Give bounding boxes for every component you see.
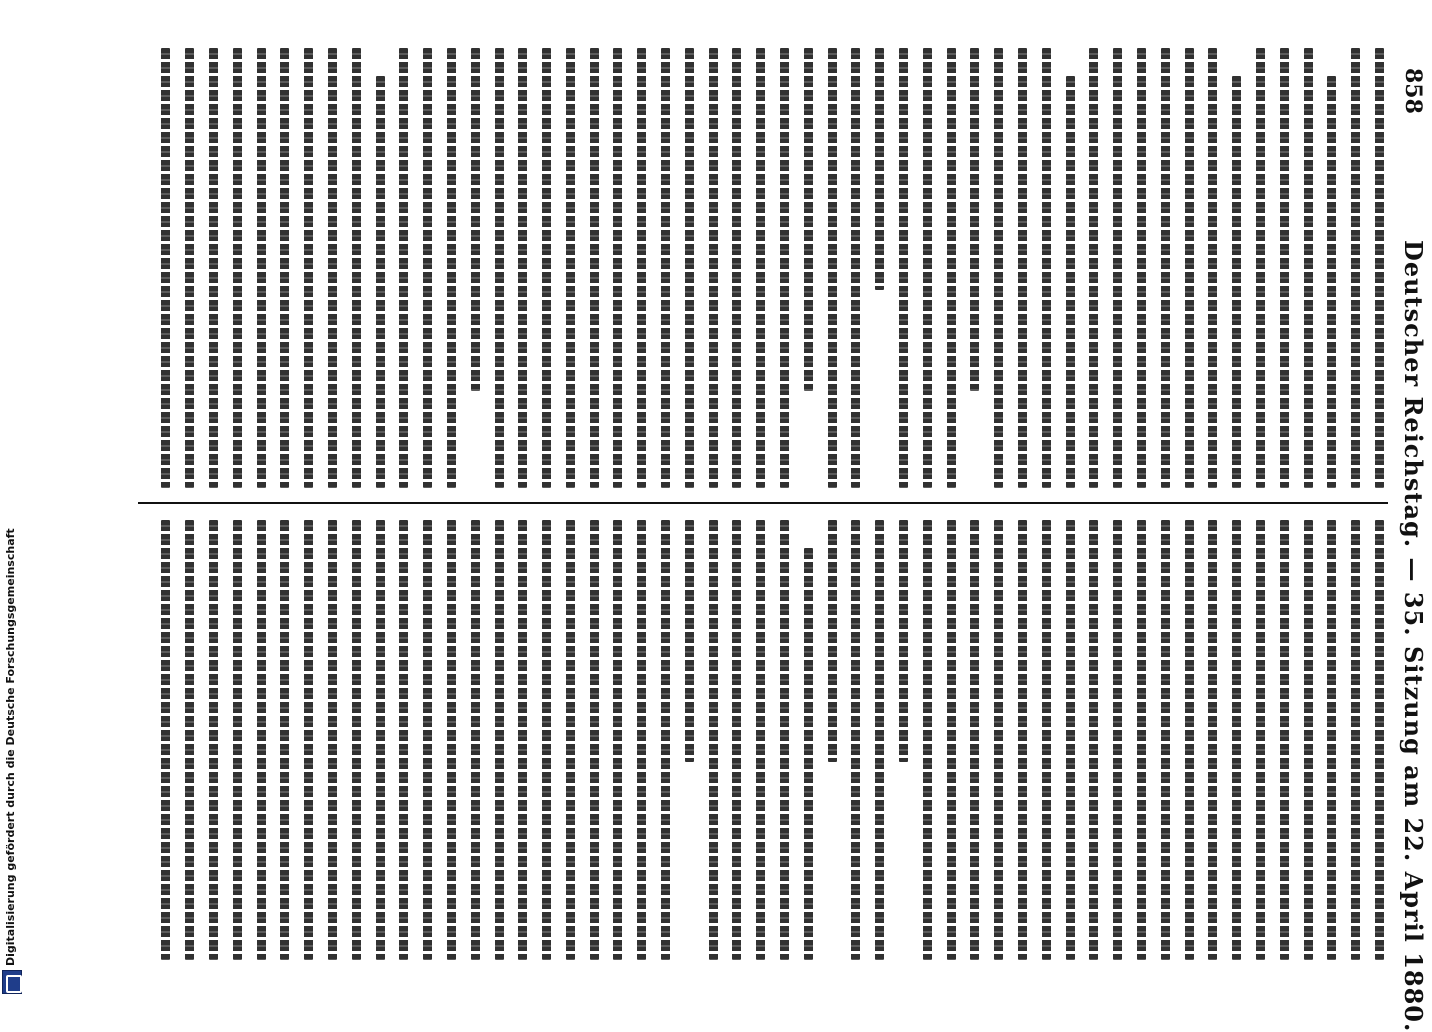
text-line	[1256, 48, 1265, 488]
text-line	[1327, 520, 1336, 960]
text-line	[1256, 520, 1265, 960]
text-line	[1161, 48, 1170, 488]
digitization-note: Digitalisierung gefördert durch die Deutsche Forschungsgemeinschaft	[4, 528, 17, 966]
text-line	[185, 520, 194, 960]
text-line	[566, 48, 575, 488]
text-line	[1375, 48, 1384, 488]
text-line	[185, 48, 194, 488]
text-line	[1161, 520, 1170, 960]
text-line	[614, 48, 623, 488]
text-line	[542, 48, 551, 488]
running-head: Deutscher Reichstag. — 35. Sitzung am 22. April 1880.	[1399, 240, 1428, 1032]
text-line	[1042, 520, 1051, 960]
text-line	[590, 48, 599, 488]
text-line	[709, 48, 718, 488]
text-line	[495, 48, 504, 488]
text-line	[233, 48, 242, 488]
text-line	[1066, 520, 1075, 960]
text-line	[1351, 48, 1360, 488]
text-line	[1208, 48, 1217, 488]
text-line	[1113, 48, 1122, 488]
text-line	[209, 48, 218, 488]
text-column-right	[144, 520, 1384, 960]
document-page	[112, 0, 1432, 1032]
text-line	[1089, 520, 1098, 960]
text-line	[614, 520, 623, 960]
text-line	[732, 48, 741, 488]
text-line	[756, 520, 765, 960]
text-line	[1232, 520, 1241, 960]
column-divider	[138, 502, 1388, 504]
text-line	[1066, 76, 1075, 488]
dfg-logo-icon	[2, 970, 22, 994]
text-line	[756, 48, 765, 488]
text-line	[1304, 520, 1313, 960]
text-line	[1185, 520, 1194, 960]
text-line	[257, 520, 266, 960]
text-line	[1304, 48, 1313, 488]
text-line	[1018, 520, 1027, 960]
text-line	[447, 520, 456, 960]
text-line	[804, 548, 813, 960]
text-line	[970, 520, 979, 960]
text-line	[1232, 76, 1241, 488]
text-line	[518, 520, 527, 960]
text-line	[685, 48, 694, 488]
text-line	[1185, 48, 1194, 488]
text-line	[304, 48, 313, 488]
text-line	[399, 520, 408, 960]
text-line	[1137, 520, 1146, 960]
text-line	[376, 520, 385, 960]
text-line	[161, 520, 170, 960]
text-line	[328, 48, 337, 488]
text-line	[804, 48, 813, 391]
text-line	[352, 48, 361, 488]
text-line	[471, 520, 480, 960]
text-line	[851, 48, 860, 488]
text-line	[209, 520, 218, 960]
text-line	[994, 520, 1003, 960]
text-line	[1208, 520, 1217, 960]
text-line	[280, 520, 289, 960]
text-line	[447, 48, 456, 488]
text-line	[542, 520, 551, 960]
text-column-left	[144, 48, 1384, 488]
text-line	[947, 520, 956, 960]
text-line	[518, 48, 527, 488]
text-line	[1280, 520, 1289, 960]
text-line	[495, 520, 504, 960]
text-line	[304, 520, 313, 960]
text-line	[875, 48, 884, 290]
text-line	[1327, 76, 1336, 488]
page-header	[1392, 20, 1432, 1032]
text-line	[1089, 48, 1098, 488]
text-line	[257, 48, 266, 488]
text-line	[1113, 520, 1122, 960]
text-line	[637, 48, 646, 488]
text-line	[1018, 48, 1027, 488]
text-line	[1280, 48, 1289, 488]
text-line	[399, 48, 408, 488]
text-line	[994, 48, 1003, 488]
text-line	[1042, 48, 1051, 488]
text-line	[828, 48, 837, 488]
text-line	[661, 520, 670, 960]
text-line	[471, 48, 480, 391]
text-line	[661, 48, 670, 488]
text-line	[899, 48, 908, 488]
text-line	[923, 48, 932, 488]
text-line	[376, 76, 385, 488]
text-line	[923, 520, 932, 960]
text-line	[709, 520, 718, 960]
text-line	[780, 520, 789, 960]
text-line	[899, 520, 908, 762]
text-line	[637, 520, 646, 960]
text-line	[280, 48, 289, 488]
text-line	[566, 520, 575, 960]
text-line	[780, 48, 789, 488]
text-line	[161, 48, 170, 488]
page-number: 858	[1400, 68, 1426, 114]
digitization-sidebar	[0, 0, 22, 1000]
text-line	[685, 520, 694, 762]
text-line	[970, 48, 979, 391]
text-line	[423, 48, 432, 488]
text-line	[1375, 520, 1384, 960]
text-line	[1351, 520, 1360, 960]
text-line	[590, 520, 599, 960]
text-line	[732, 520, 741, 960]
text-line	[423, 520, 432, 960]
text-line	[233, 520, 242, 960]
text-line	[947, 48, 956, 488]
text-line	[328, 520, 337, 960]
text-line	[875, 520, 884, 960]
text-line	[352, 520, 361, 960]
text-line	[851, 520, 860, 960]
text-line	[828, 520, 837, 762]
text-line	[1137, 48, 1146, 488]
